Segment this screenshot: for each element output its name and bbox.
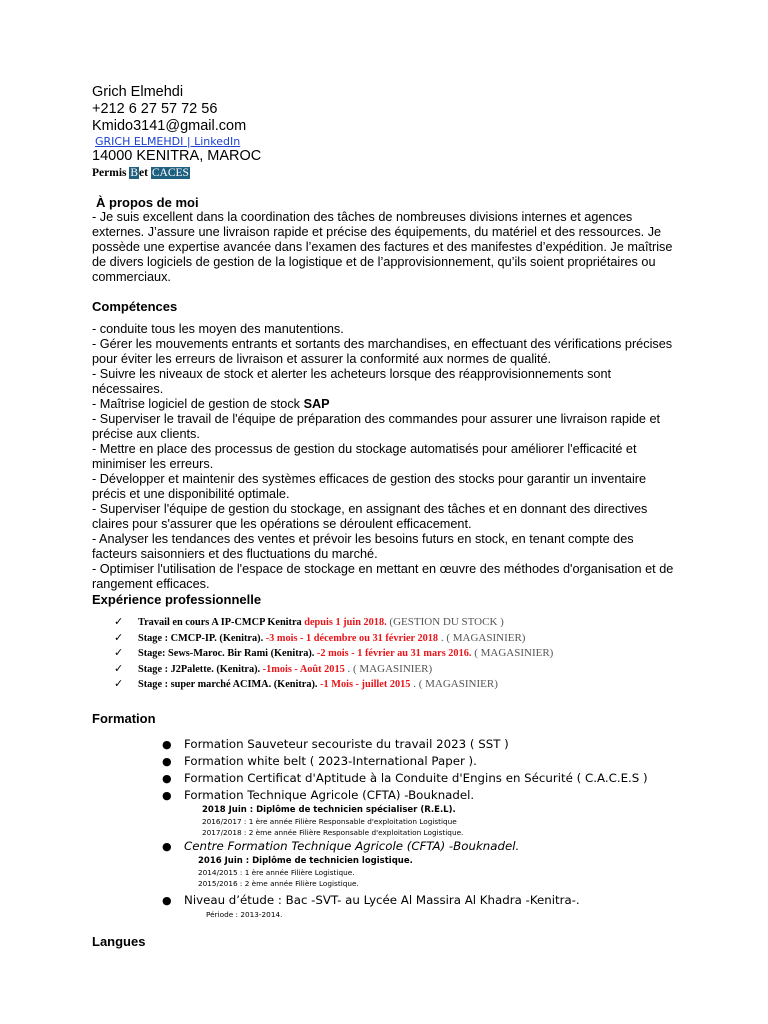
address: 14000 KENITRA, MAROC xyxy=(92,148,262,164)
checkmark-icon: ✓ xyxy=(114,677,124,690)
permis-b-badge: B xyxy=(130,167,139,179)
experience-role: . ( MAGASINIER) xyxy=(438,631,526,644)
langues-title: Langues xyxy=(92,933,146,949)
formation-text: Formation Sauveteur secouriste du travail 2023 ( SST ) xyxy=(184,736,509,751)
permis-et: et xyxy=(139,167,148,179)
diploma-line xyxy=(202,804,682,816)
sap-word: SAP xyxy=(303,397,330,411)
year-line: 2015/2016 : 2 ème année Filière Logistique. xyxy=(198,878,359,888)
year-line: 2017/2018 : 2 ème année Filière Responsable d'exploitation Logistique. xyxy=(202,827,464,837)
formation-sub xyxy=(184,909,682,920)
sap-prefix: - Maîtrise logiciel de gestion de stock xyxy=(92,397,304,411)
about-title: À propos de moi xyxy=(96,195,199,210)
formation-sub xyxy=(184,804,682,838)
experience-main: Stage : super marché ACIMA. (Kenitra). xyxy=(138,679,318,690)
competence-item: - Gérer les mouvements entrants et sortants des marchandises, en effectuant des vérifications précises pour éviter les erreurs de livraison et assurer la conformité aux normes de qualité. xyxy=(92,337,673,366)
experience-role: . ( MAGASINIER) xyxy=(410,678,498,690)
formation-text: Niveau d’étude : Bac -SVT- au Lycée Al Massira Al Khadra -Kenitra-. xyxy=(184,892,580,907)
formation-text: Centre Formation Technique Agricole (CFTA) -Bouknadel. xyxy=(184,838,520,853)
experience-item xyxy=(114,631,682,647)
formation-item xyxy=(162,838,682,889)
permis-caces-badge: CACES xyxy=(151,167,189,179)
bullet-icon: ● xyxy=(162,839,172,853)
checkmark-icon: ✓ xyxy=(114,630,124,644)
experience-date: -1mois - Août 2015 xyxy=(260,663,345,675)
formation-item xyxy=(162,892,682,920)
phone-number: +212 6 27 57 72 56 xyxy=(92,101,218,117)
competence-item: - conduite tous les moyen des manutentions. xyxy=(92,322,344,336)
candidate-name: Grich Elmehdi xyxy=(92,84,184,100)
bullet-icon: ● xyxy=(162,737,172,751)
formation-title: Formation xyxy=(92,710,156,726)
experience-date: -1 Mois - juillet 2015 xyxy=(317,679,411,690)
experience-main: Travail en cours A IP-CMCP Kenitra xyxy=(138,617,302,628)
linkedin-line xyxy=(92,135,682,148)
competence-item-sap xyxy=(92,397,682,412)
competence-item: - Analyser les tendances des ventes et prévoir les besoins futurs en stock, en tenant compte des facteurs saisonniers et des fluctuations du marché. xyxy=(92,532,634,561)
bullet-icon: ● xyxy=(162,771,172,785)
formation-item xyxy=(162,736,682,753)
experience-item xyxy=(114,677,682,693)
experience-main: Stage: Sews-Maroc. Bir Rami (Kenitra). xyxy=(138,648,315,659)
competence-item: - Superviser l'équipe de gestion du stockage, en assignant des tâches et en donnant des directives claires pour s'assurer que les opérations se déroulent efficacement. xyxy=(92,502,648,531)
email-address: Kmido3141@gmail.com xyxy=(92,118,247,134)
checkmark-icon: ✓ xyxy=(114,661,124,675)
diploma-head: 2016 Juin : Diplôme de technicien logistique. xyxy=(198,855,413,866)
competence-item: - Développer et maintenir des systèmes efficaces de gestion des stocks pour garantir un inventaire précis et une disponibilité optimale. xyxy=(92,472,647,501)
year-line: 2016/2017 : 1 ère année Filière Responsable d'exploitation Logistique xyxy=(202,816,457,826)
bullet-icon: ● xyxy=(162,788,172,802)
competence-item: - Superviser le travail de l'équipe de préparation des commandes pour assurer une livraison rapide et précise aux clients. xyxy=(92,412,661,441)
experience-item xyxy=(114,615,682,631)
experience-role: ( MAGASINIER) xyxy=(471,647,554,659)
experience-date: depuis 1 juin 2018. xyxy=(301,617,387,628)
competences-list xyxy=(92,322,682,592)
about-text: - Je suis excellent dans la coordination des tâches de nombreuses divisions internes et agences externes. J’assure une livraison rapide et précise des équipements, du matériel et des ressources. Je possède une expertise avancée dans l’examen des factures et des manifestes d’expédition. Je maîtrise de divers logiciels de gestion de la logistique et de l’approvisionnement, qu’ils soient propriétaires ou commerciaux. xyxy=(92,210,673,284)
permis-label: Permis xyxy=(92,167,127,179)
experience-date: -2 mois - 1 février au 31 mars 2016. xyxy=(314,648,472,659)
bullet-icon: ● xyxy=(162,893,172,907)
formation-text: Formation Certificat d'Aptitude à la Conduite d'Engins en Sécurité ( C.A.C.E.S ) xyxy=(184,770,648,785)
bullet-icon: ● xyxy=(162,754,172,768)
formation-list xyxy=(92,736,682,920)
competences-title: Compétences xyxy=(92,299,178,314)
experience-title: Expérience professionnelle xyxy=(92,592,262,607)
formation-item xyxy=(162,753,682,770)
experience-item xyxy=(114,646,682,662)
formation-item xyxy=(162,770,682,787)
experience-role: (GESTION DU STOCK ) xyxy=(386,616,504,628)
experience-list xyxy=(92,615,682,693)
year-line: 2014/2015 : 1 ère année Filière Logistique. xyxy=(198,867,355,877)
competence-item: - Mettre en place des processus de gestion du stockage automatisés pour améliorer l'efficacité et minimiser les erreurs. xyxy=(92,442,637,471)
header-block xyxy=(92,84,682,181)
cv-page xyxy=(92,84,682,949)
formation-text: Formation white belt ( 2023-International Paper ). xyxy=(184,753,477,768)
checkmark-icon: ✓ xyxy=(114,646,124,659)
linkedin-link[interactable]: GRICH ELMEHDI | LinkedIn xyxy=(95,135,241,148)
diploma-head: 2018 Juin : Diplôme de technicien spécialiser (R.E.L). xyxy=(202,804,456,815)
formation-item xyxy=(162,787,682,838)
experience-role: . ( MAGASINIER) xyxy=(344,662,433,675)
competence-item: - Suivre les niveaux de stock et alerter les acheteurs lorsque des réapprovisionnements sont nécessaires. xyxy=(92,367,612,396)
checkmark-icon: ✓ xyxy=(114,615,124,628)
diploma-line xyxy=(198,855,682,867)
experience-item xyxy=(114,662,682,678)
experience-date: -3 mois - 1 décembre ou 31 février 2018 xyxy=(263,632,439,644)
competence-item: - Optimiser l'utilisation de l'espace de stockage en mettant en œuvre des méthodes d'organisation et de rangement efficaces. xyxy=(92,562,674,591)
experience-main: Stage : CMCP-IP. (Kenitra). xyxy=(138,632,264,644)
formation-text: Formation Technique Agricole (CFTA) -Bouknadel. xyxy=(184,787,475,802)
driving-licence xyxy=(92,166,682,181)
formation-sub xyxy=(184,855,682,889)
periode-line: Période : 2013-2014. xyxy=(206,909,283,919)
experience-main: Stage : J2Palette. (Kenitra). xyxy=(138,663,261,675)
